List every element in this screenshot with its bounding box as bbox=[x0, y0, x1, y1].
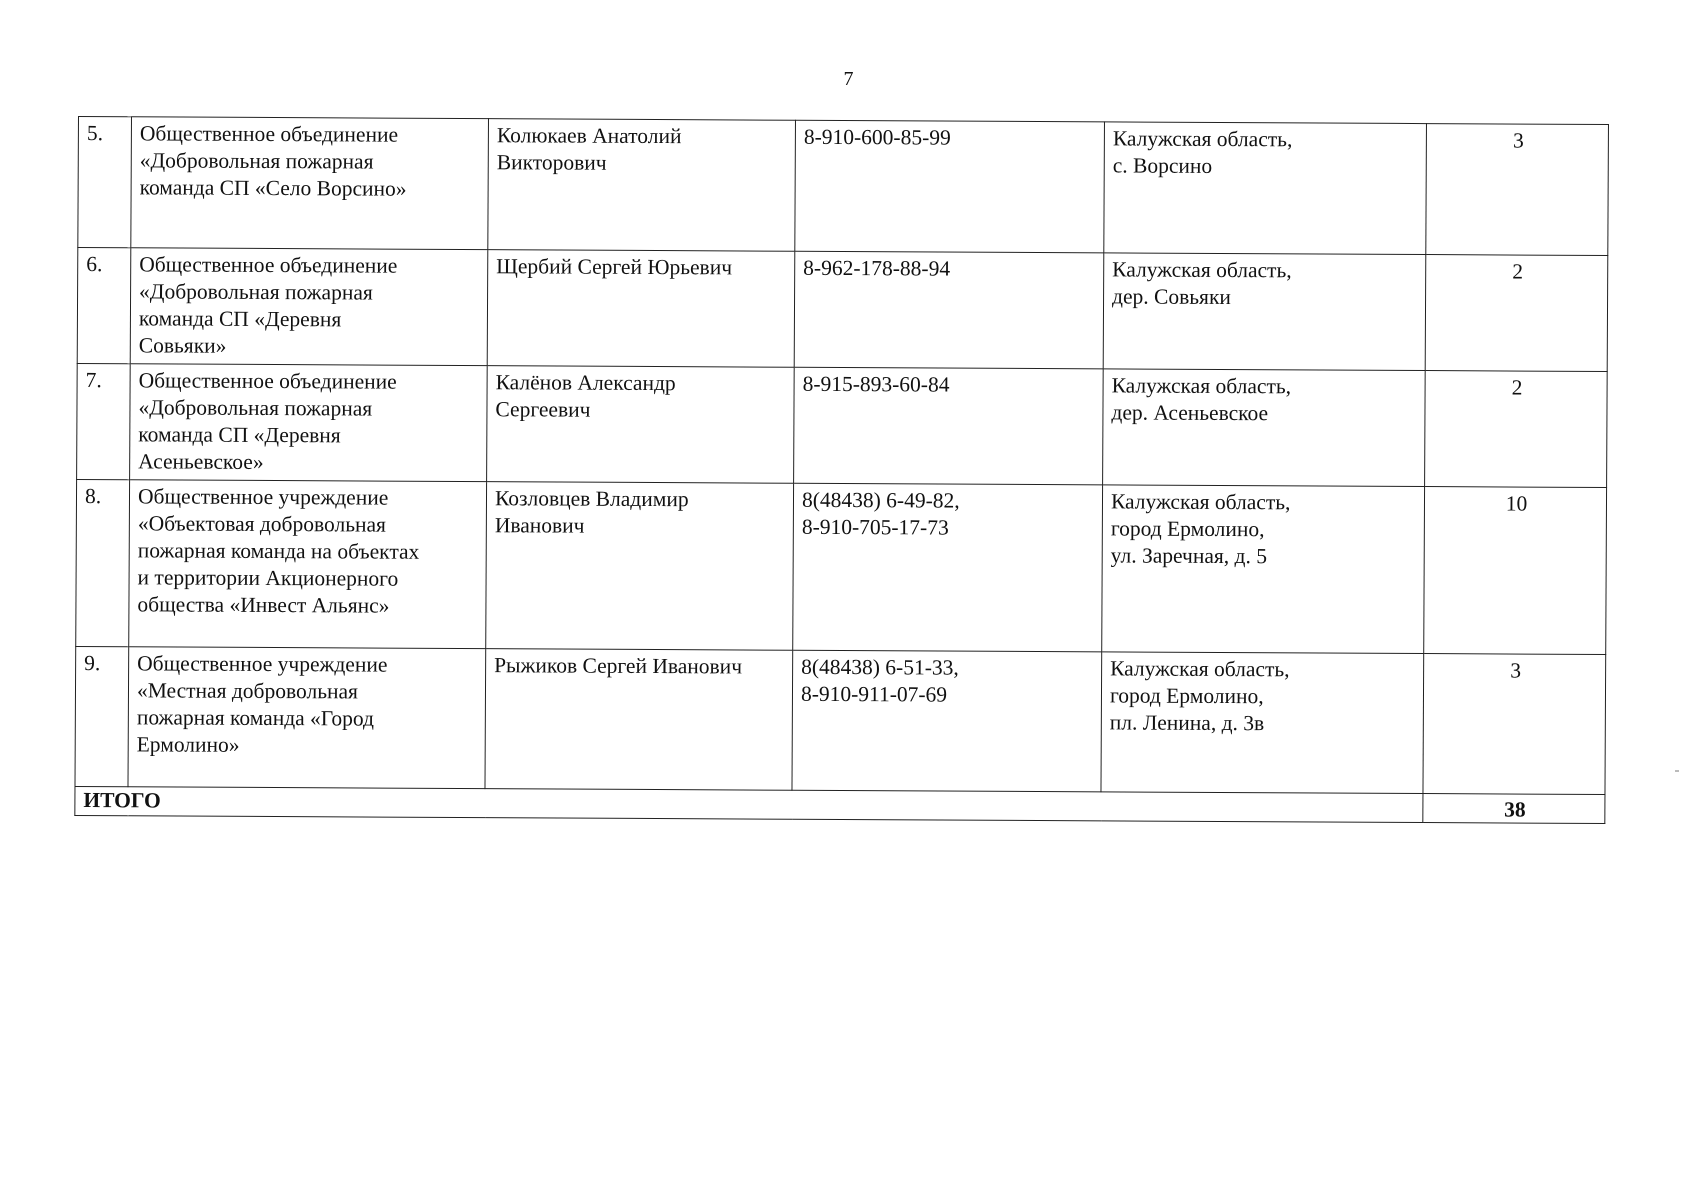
phone-line: 8-915-893-60-84 bbox=[802, 371, 950, 397]
organization-line: и территории Акционерного bbox=[137, 565, 399, 591]
organization-name bbox=[131, 117, 489, 250]
organization-line: Общественное учреждение bbox=[137, 651, 388, 677]
organization-line: «Добровольная пожарная bbox=[139, 279, 373, 305]
phone-line: 8-962-178-88-94 bbox=[803, 255, 951, 281]
phone-cell bbox=[794, 251, 1104, 369]
address-line: Калужская область, bbox=[1110, 656, 1290, 682]
phone-line: 8-910-911-07-69 bbox=[800, 681, 948, 707]
organization-line: общества «Инвест Альянс» bbox=[137, 592, 390, 618]
member-count: 2 bbox=[1425, 255, 1608, 372]
phone-line: 8(48438) 6-49-82, bbox=[801, 487, 960, 513]
organization-line: «Местная добровольная bbox=[136, 678, 359, 704]
address-cell bbox=[1103, 253, 1426, 371]
organization-line: команда СП «Деревня bbox=[138, 422, 341, 448]
address-cell bbox=[1103, 369, 1426, 487]
head-line: Калёнов Александр bbox=[495, 370, 676, 396]
address-line: Калужская область, bbox=[1112, 257, 1292, 283]
organization-line: Общественное объединение bbox=[139, 252, 398, 278]
head-name bbox=[488, 119, 796, 252]
address-line: дер. Асеньевское bbox=[1111, 400, 1269, 426]
address-cell bbox=[1104, 122, 1427, 255]
organization-line: Общественное учреждение bbox=[137, 484, 389, 510]
organization-line: Общественное объединение bbox=[138, 368, 397, 394]
organization-line: «Добровольная пожарная bbox=[138, 395, 373, 421]
organization-line: «Добровольная пожарная bbox=[139, 148, 374, 174]
organization-line: команда СП «Деревня bbox=[138, 306, 342, 332]
row-number: 5. bbox=[78, 117, 132, 248]
head-name bbox=[487, 366, 795, 484]
scan-speck bbox=[1675, 770, 1679, 772]
phone-line: 8(48438) 6-51-33, bbox=[801, 654, 959, 680]
head-name bbox=[485, 649, 793, 791]
head-line: Викторович bbox=[496, 150, 607, 175]
organization-name bbox=[130, 248, 488, 366]
phone-cell bbox=[793, 483, 1103, 652]
total-value: 38 bbox=[1423, 794, 1605, 824]
organization-name bbox=[128, 647, 486, 789]
head-line: Сергеевич bbox=[495, 397, 591, 422]
address-cell bbox=[1101, 652, 1424, 794]
phone-line: 8-910-705-17-73 bbox=[801, 514, 949, 540]
organization-line: Общественное объединение bbox=[139, 121, 399, 147]
organization-line: команда СП «Село Ворсино» bbox=[139, 175, 407, 201]
address-line: Калужская область, bbox=[1111, 373, 1292, 399]
organization-line: Ермолино» bbox=[136, 732, 240, 757]
organizations-table bbox=[74, 116, 1609, 824]
head-line: Рыжиков Сергей Иванович bbox=[494, 653, 743, 679]
row-number: 7. bbox=[77, 363, 131, 479]
member-count: 10 bbox=[1424, 487, 1607, 655]
page-number: 7 bbox=[843, 68, 854, 90]
table-row bbox=[78, 117, 1609, 256]
address-line: Калужская область, bbox=[1110, 489, 1291, 515]
organization-line: пожарная команда «Город bbox=[136, 705, 375, 731]
table-row bbox=[77, 248, 1608, 372]
table-body bbox=[75, 117, 1609, 824]
organization-name bbox=[129, 480, 487, 649]
phone-line: 8-910-600-85-99 bbox=[803, 124, 951, 150]
address-line: с. Ворсино bbox=[1112, 153, 1213, 178]
phone-cell bbox=[792, 650, 1102, 792]
organization-line: Асеньевское» bbox=[138, 449, 264, 474]
total-label: ИТОГО bbox=[75, 786, 1423, 822]
head-name bbox=[486, 482, 794, 651]
organization-line: «Объектовая добровольная bbox=[137, 511, 387, 537]
organization-name bbox=[130, 364, 488, 482]
member-count: 2 bbox=[1425, 371, 1608, 488]
head-line: Колюкаев Анатолий bbox=[496, 123, 682, 149]
head-line: Козловцев Владимир bbox=[494, 486, 689, 512]
address-line: город Ермолино, bbox=[1109, 683, 1264, 709]
member-count: 3 bbox=[1426, 124, 1609, 256]
phone-cell bbox=[795, 120, 1105, 253]
address-line: дер. Совьяки bbox=[1112, 284, 1232, 310]
row-number: 8. bbox=[76, 479, 130, 646]
phone-cell bbox=[794, 367, 1104, 485]
row-number: 9. bbox=[75, 646, 129, 786]
organization-line: Совьяки» bbox=[138, 333, 227, 358]
member-count: 3 bbox=[1423, 654, 1606, 795]
table-row bbox=[75, 646, 1606, 794]
address-line: город Ермолино, bbox=[1110, 516, 1265, 542]
head-line: Щербий Сергей Юрьевич bbox=[496, 254, 733, 280]
head-line: Иванович bbox=[494, 513, 585, 538]
address-line: ул. Заречная, д. 5 bbox=[1110, 543, 1268, 569]
address-line: Калужская область, bbox=[1112, 126, 1293, 152]
address-cell bbox=[1102, 485, 1425, 654]
address-line: пл. Ленина, д. 3в bbox=[1109, 710, 1265, 736]
table-row bbox=[76, 479, 1607, 654]
organization-line: пожарная команда на объектах bbox=[137, 538, 420, 564]
head-name bbox=[487, 250, 795, 368]
row-number: 6. bbox=[77, 248, 131, 364]
table-row bbox=[77, 363, 1608, 487]
